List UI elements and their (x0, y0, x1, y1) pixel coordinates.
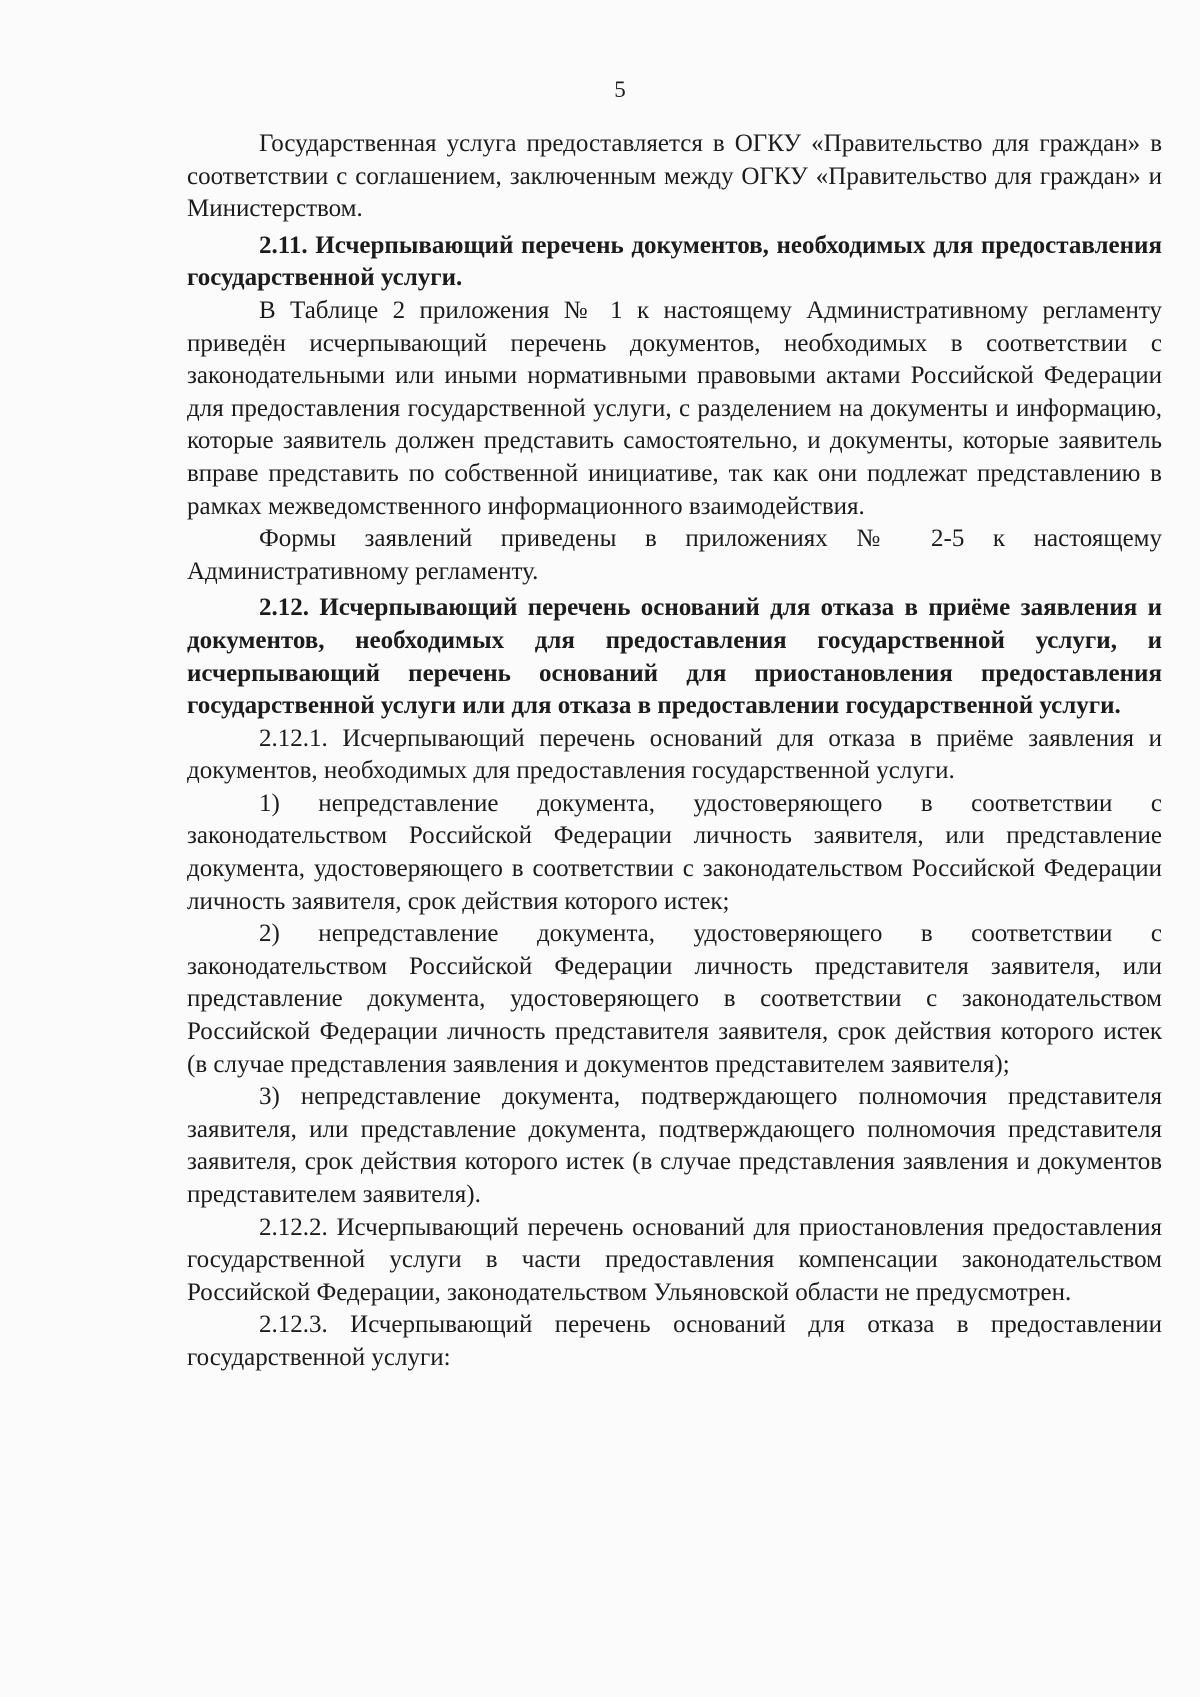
paragraph-application-forms: Формы заявлений приведены в приложениях № 2-5 к настоящему Административному регламенту. (187, 525, 1162, 585)
list-item-3: 3) непредставление документа, подтверждающего полномочия представителя заявителя, или представление документа, подтверждающего полномочия представителя заявителя, срок действия которого истек (в случае представления заявления и документов представителем заявителя). (187, 1083, 1162, 1208)
page-number: 5 (614, 77, 626, 102)
paragraph-service-provision: Государственная услуга предоставляется в ОГКУ «Правительство для граждан» в соответствии с соглашением, заключенным между ОГКУ «Правительство для граждан» и Министерством. (187, 130, 1162, 223)
document-body (187, 128, 1162, 1375)
list-item-1: 1) непредставление документа, удостоверяющего в соответствии с законодательством Российской Федерации личность заявителя, или представление документа, удостоверяющего в соответствии с законодательством Российской Федерации личность заявителя, срок действия которого истек; (187, 789, 1162, 915)
paragraph-documents-list: В Таблице 2 приложения № 1 к настоящему Административному регламенту приведён исчерпывающий перечень документов, необходимых в соответствии с законодательными или иными нормативными правовыми актами Российской Федерации для предоставления государственной услуги, с разделением на документы и информацию, которые заявитель должен представить самостоятельно, и документы, которые заявитель вправе представить по собственной инициативе, так как они подлежат представлению в рамках межведомственного информационного взаимодействия. (187, 296, 1162, 520)
section-heading-2-11: 2.11. Исчерпывающий перечень документов, необходимых для предоставления государственной услуги. (187, 231, 1162, 292)
list-item-2: 2) непредставление документа, удостоверяющего в соответствии с законодательством Российской Федерации личность представителя заявителя, или представление документа, удостоверяющего в соответствии с законодательством Российской Федерации личность представителя заявителя, срок действия которого истек (в случае представления заявления и документов представителем заявителя); (187, 920, 1162, 1078)
paragraph-2-12-3: 2.12.3. Исчерпывающий перечень оснований для отказа в предоставлении государственной услуги: (187, 1311, 1162, 1371)
paragraph-2-12-1: 2.12.1. Исчерпывающий перечень оснований для отказа в приёме заявления и документов, необходимых для предоставления государственной услуги. (187, 724, 1162, 785)
section-heading-2-12: 2.12. Исчерпывающий перечень оснований для отказа в приёме заявления и документов, необходимых для предоставления государственной услуги, и исчерпывающий перечень оснований для приостановления предоставления государственной услуги или для отказа в предоставлении государственной услуги. (187, 594, 1162, 720)
paragraph-2-12-2: 2.12.2. Исчерпывающий перечень оснований для приостановления предоставления государственной услуги в части предоставления компенсации законодательством Российской Федерации, законодательством Ульяновской области не предусмотрен. (187, 1213, 1162, 1306)
